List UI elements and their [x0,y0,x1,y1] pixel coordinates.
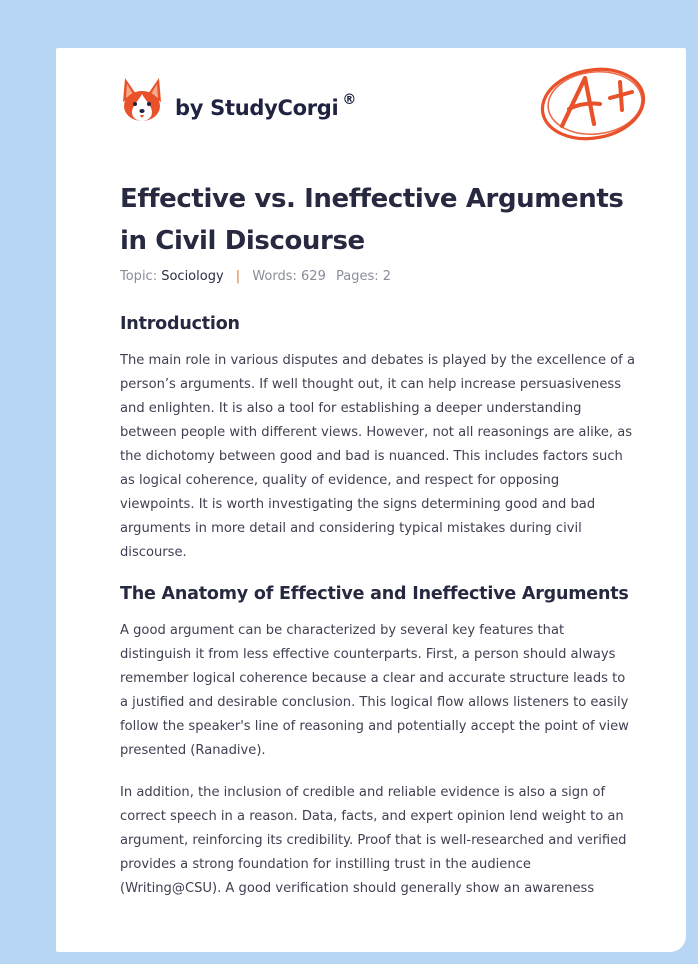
header [120,76,640,132]
meta-separator: | [235,269,241,284]
brand-name[interactable] [175,92,357,120]
registered-mark: ® [342,92,357,108]
topic-link[interactable]: Sociology [161,269,224,284]
page-count: Pages: 2 [335,269,392,284]
document-title: Effective vs. Ineffective Arguments in Civil Discourse [120,184,624,256]
topic-label: Topic: [120,269,158,284]
section-heading: The Anatomy of Effective and Ineffective Arguments [120,584,629,604]
document-meta [120,269,391,284]
word-count: Words: 629 [252,269,326,284]
paragraph: The main role in various disputes and debates is played by the excellence of a person’s arguments. If well thought out, it can help increase persuasiveness and enlighten. It is also a tool for establishing a deeper understanding between people with different views. However, not all reasonings are alike, as the dichotomy between good and bad is nuanced. This includes factors such as logical coherence, quality of evidence, and respect for opposing viewpoints. It is worth investigating the signs determining good and bad arguments in more detail and considering typical mistakes during civil discourse. [120,353,635,560]
grade-badge [538,62,650,144]
corgi-logo-icon[interactable] [120,76,164,124]
section-heading: Introduction [120,314,240,334]
paragraph: In addition, the inclusion of credible and reliable evidence is also a sign of correct speech in a reason. Data, facts, and expert opinion lend weight to an argument, reinforcing its credibility. Proof that is well-researched and verified provides a strong foundation for instilling trust in the audience (Writing@CSU). A good verification should generally show an awareness [120,785,627,896]
document-page [56,48,686,952]
brand-text: by StudyCorgi [175,96,339,120]
paragraph: A good argument can be characterized by several key features that distinguish it from less effective counterparts. First, a person should always remember logical coherence because a clear and accurate structure leads to a justified and desirable conclusion. This logical flow allows listeners to easily follow the speaker's line of reasoning and potentially accept the point of view presented (Ranadive). [120,623,629,758]
